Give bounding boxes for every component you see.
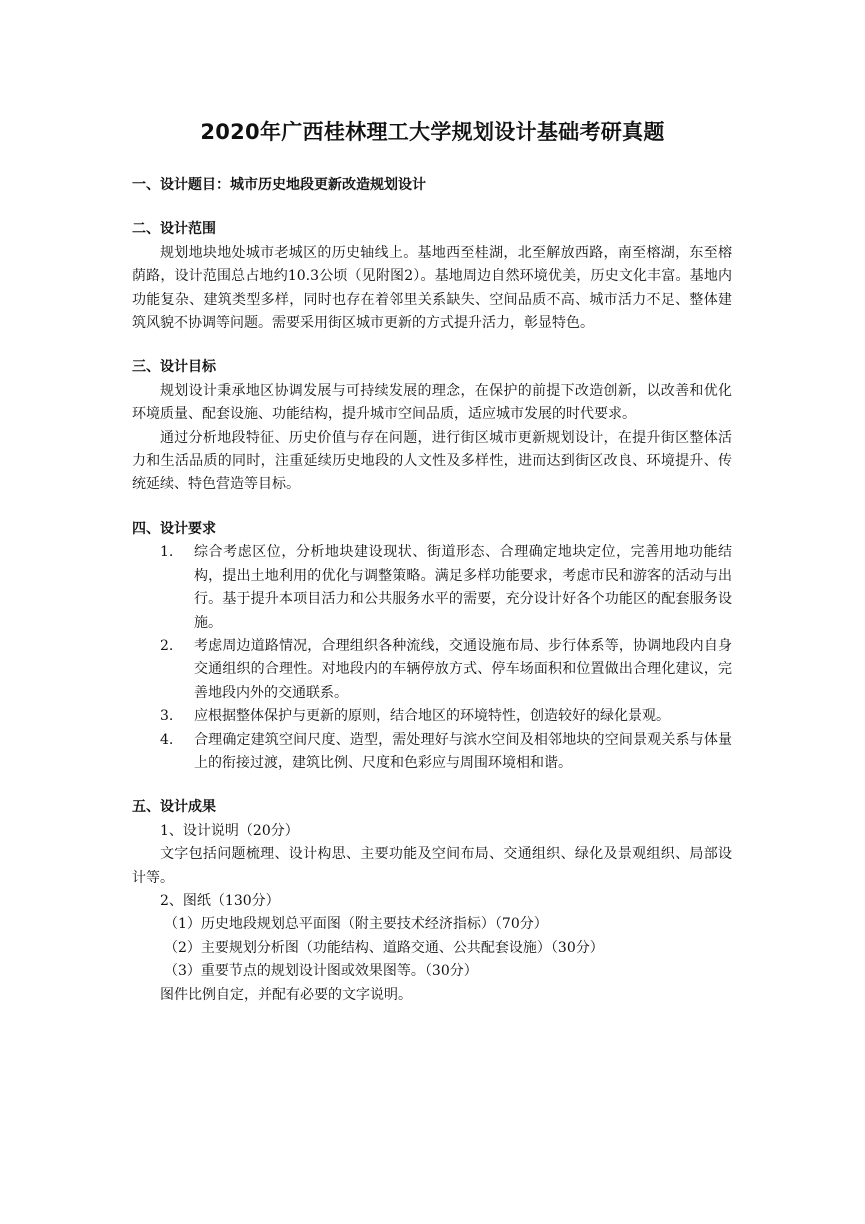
requirement-item: [132, 729, 732, 776]
requirement-number: 3.: [160, 708, 174, 725]
section-design-topic: [132, 174, 732, 197]
deliverable-label-drawings: 2、图纸（130分）: [160, 892, 280, 909]
section-design-requirements: [132, 518, 732, 775]
requirement-number: 4.: [160, 731, 174, 748]
scope-paragraph: 规划地块地处城市老城区的历史轴线上。基地西至桂湖，北至解放西路，南至榕湖，东至榕荫路，设计范围总占地约10.3公顷（见附图2）。基地周边自然环境优美，历史文化丰富。基地内功能复杂、建筑类型多样，同时也存在着邻里关系缺失、空间品质不高、城市活力不足、整体建筑风貌不协调等问题。需要采用街区城市更新的方式提升活力，彰显特色。: [132, 244, 732, 332]
section-design-scope: [132, 218, 732, 335]
goals-paragraph-1: 规划设计秉承地区协调发展与可持续发展的理念，在保护的前提下改造创新，以改善和优化环境质量、配套设施、功能结构，提升城市空间品质，适应城市发展的时代要求。: [132, 382, 732, 423]
requirements-list: [132, 541, 732, 775]
requirement-item: [132, 541, 732, 635]
section-heading-deliverables: 五、设计成果: [132, 799, 216, 816]
section-heading-topic: 一、设计题目：城市历史地段更新改造规划设计: [132, 177, 426, 193]
drawing-item: （2）主要规划分析图（功能结构、道路交通、公共配套设施）（30分）: [164, 939, 604, 956]
page-title: 2020年广西桂林理工大学规划设计基础考研真题: [200, 120, 665, 144]
deliverable-description-text: 文字包括问题梳理、设计构思、主要功能及空间布局、交通组织、绿化及景观组织、局部设计等。: [132, 846, 732, 886]
section-heading-goals: 三、设计目标: [132, 359, 216, 376]
requirement-item: [132, 635, 732, 705]
section-heading-scope: 二、设计范围: [132, 221, 216, 238]
closing-note: 图件比例自定，并配有必要的文字说明。: [160, 986, 412, 1003]
deliverable-label-description: 1、设计说明（20分）: [160, 822, 299, 839]
requirement-text: 综合考虑区位，分析地块建设现状、街道形态、合理确定地块定位，完善用地功能结构，提出土地利用的优化与调整策略。满足多样功能要求，考虑市民和游客的活动与出行。基于提升本项目活力和公共服务水平的需要，充分设计好各个功能区的配套服务设施。: [194, 544, 732, 631]
requirement-text: 合理确定建筑空间尺度、造型，需处理好与滨水空间及相邻地块的空间景观关系与体量上的衔接过渡，建筑比例、尺度和色彩应与周围环境相和谐。: [194, 731, 732, 771]
requirement-item: [132, 705, 732, 728]
requirement-text: 考虑周边道路情况，合理组织各种流线，交通设施布局、步行体系等，协调地段内自身交通组织的合理性。对地段内的车辆停放方式、停车场面积和位置做出合理化建议，完善地段内外的交通联系。: [194, 637, 732, 701]
requirement-text: 应根据整体保护与更新的原则，结合地区的环境特性，创造较好的绿化景观。: [194, 708, 670, 725]
section-design-deliverables: [132, 796, 732, 1007]
document-body: [132, 174, 732, 1028]
requirement-number: 1.: [160, 544, 174, 561]
drawing-item: （3）重要节点的规划设计图或效果图等。（30分）: [164, 963, 478, 980]
section-heading-requirements: 四、设计要求: [132, 520, 216, 537]
drawing-item: （1）历史地段规划总平面图（附主要技术经济指标）（70分）: [164, 916, 548, 933]
requirement-number: 2.: [160, 637, 174, 654]
section-design-goals: [132, 356, 732, 496]
goals-paragraph-2: 通过分析地段特征、历史价值与存在问题，进行街区城市更新规划设计，在提升街区整体活力和生活品质的同时，注重延续历史地段的人文性及多样性，进而达到街区改良、环境提升、传统延续、特色营造等目标。: [132, 429, 732, 493]
